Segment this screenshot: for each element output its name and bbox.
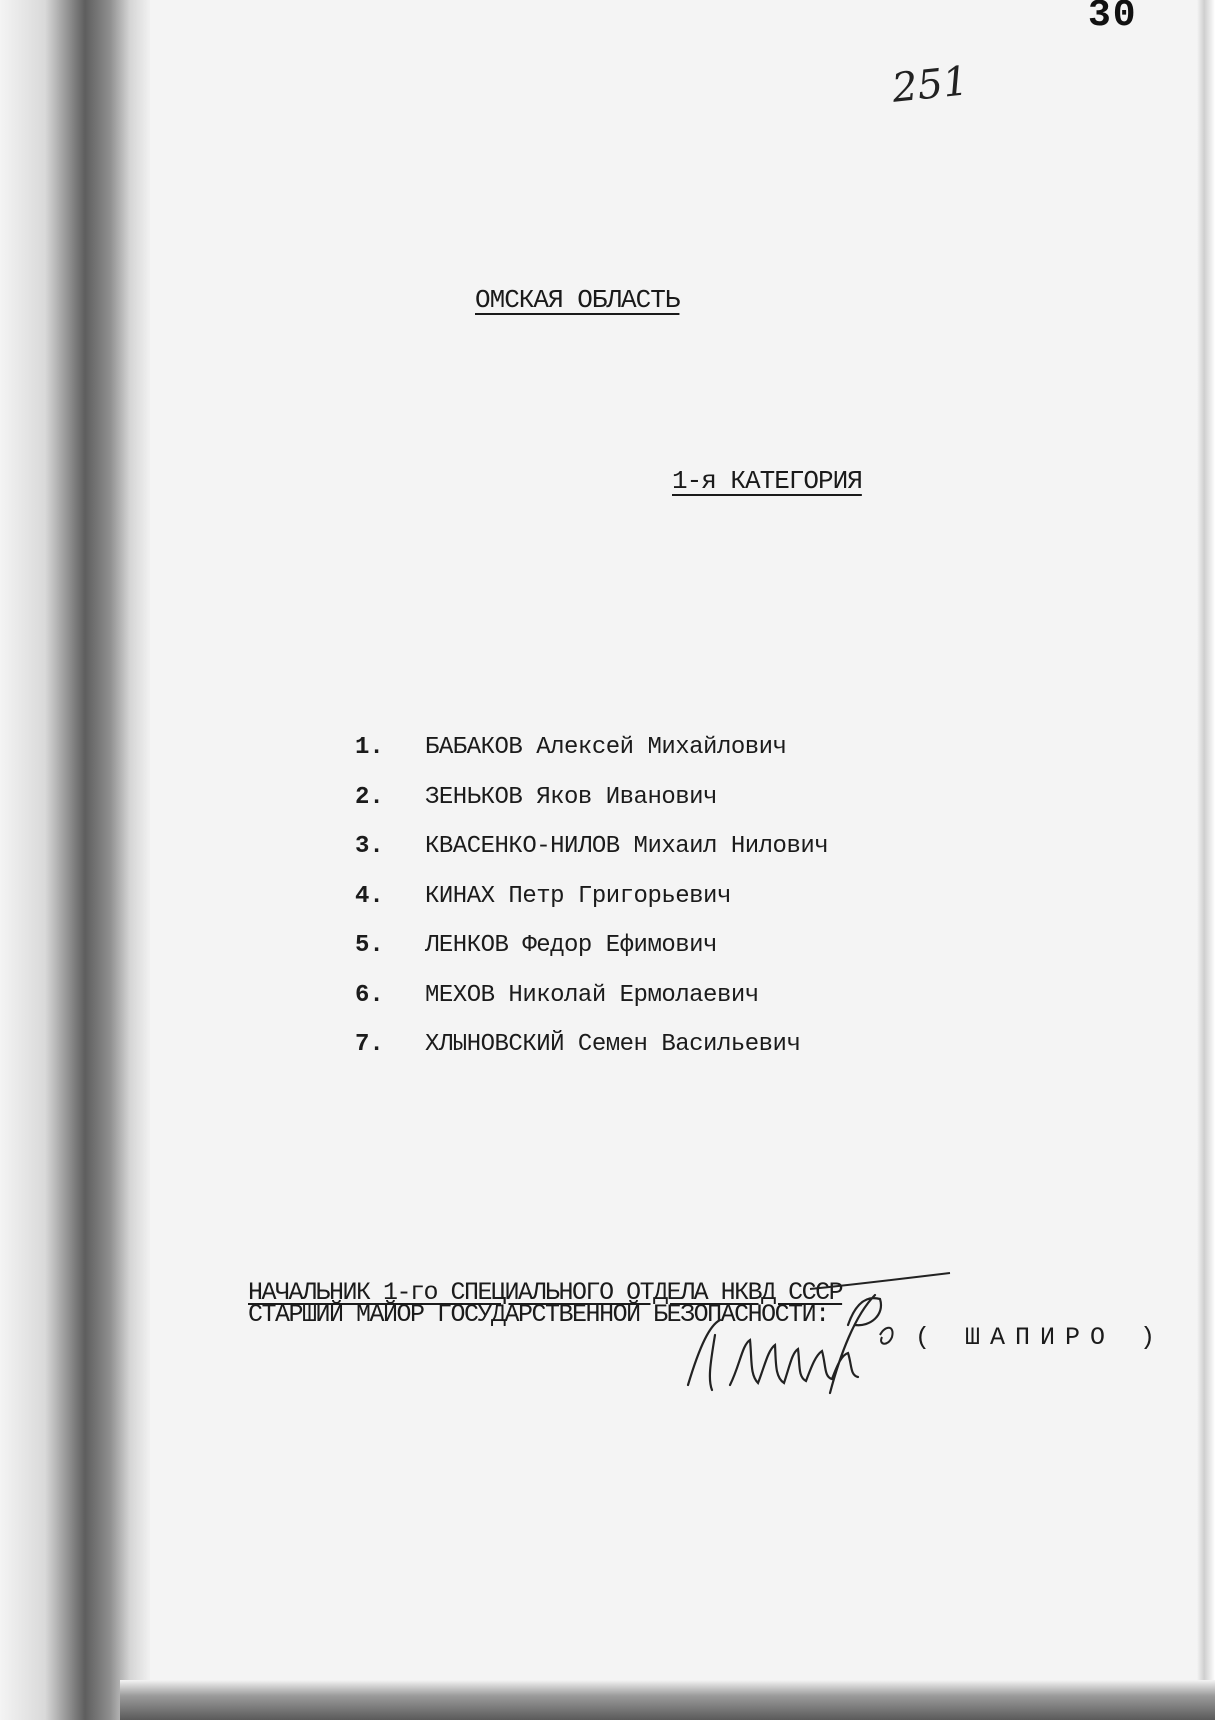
list-item: [355, 883, 828, 933]
page-right-edge: [1197, 0, 1215, 1720]
person-list: [355, 734, 828, 1081]
signatory-name: ( ШАПИРО ): [915, 1323, 1166, 1352]
list-item: [355, 932, 828, 982]
page-bottom-edge: [120, 1680, 1215, 1720]
list-item-number: 7.: [355, 1031, 384, 1058]
list-item-name: КВАСЕНКО-НИЛОВ Михаил Нилович: [425, 833, 829, 860]
list-item-number: 2.: [355, 783, 384, 811]
list-item-name: БАБАКОВ Алексей Михайлович: [425, 734, 787, 761]
list-item-number: 3.: [355, 833, 384, 860]
list-item-name: КИНАХ Петр Григорьевич: [425, 882, 731, 910]
list-item-number: 5.: [355, 932, 384, 959]
list-item-name: ЗЕНЬКОВ Яков Иванович: [425, 783, 717, 811]
list-item-name: ХЛЫНОВСКИЙ Семен Васильевич: [425, 1031, 801, 1058]
list-item: [355, 734, 828, 784]
signatory-title-line1: НАЧАЛЬНИК 1-го СПЕЦИАЛЬНОГО ОТДЕЛА НКВД СССР: [248, 1278, 843, 1307]
list-item: [355, 1031, 828, 1081]
list-item-name: МЕХОВ Николай Ермолаевич: [425, 981, 759, 1009]
list-item: [355, 833, 828, 883]
list-item: [355, 784, 828, 834]
category-title: 1-я КАТЕГОРИЯ: [672, 466, 862, 496]
list-item: [355, 982, 828, 1032]
archive-number: 251: [889, 58, 971, 112]
list-item-number: 1.: [355, 734, 384, 761]
signatory-title-line2: СТАРШИЙ МАЙОР ГОСУДАРСТВЕННОЙ БЕЗОПАСНОСТИ:: [248, 1300, 829, 1329]
region-title: ОМСКАЯ ОБЛАСТЬ: [475, 285, 680, 315]
page-number: 30: [1088, 0, 1138, 37]
list-item-number: 6.: [355, 981, 384, 1009]
list-item-name: ЛЕНКОВ Федор Ефимович: [425, 932, 717, 959]
list-item-number: 4.: [355, 882, 384, 910]
binding-spine-shadow: [0, 0, 150, 1720]
